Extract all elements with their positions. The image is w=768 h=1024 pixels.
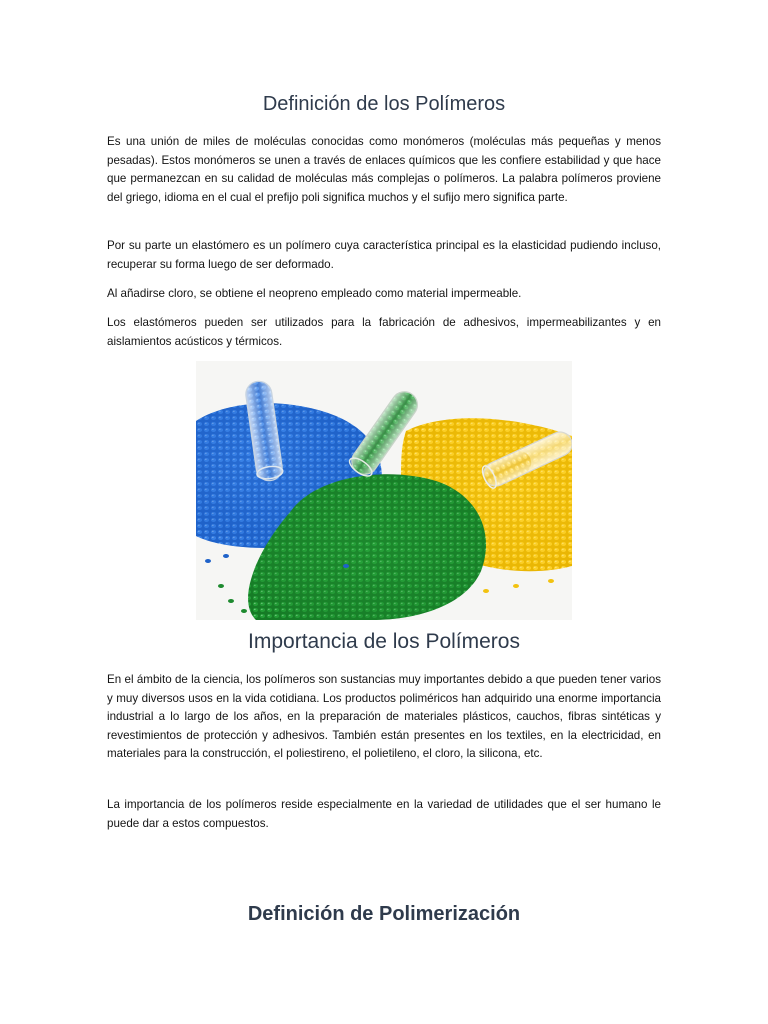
paragraph: Los elastómeros pueden ser utilizados para la fabricación de adhesivos, impermeabilizantes y en aislamientos acústicos y térmicos. <box>107 316 661 348</box>
paragraph: Al añadirse cloro, se obtiene el neopreno empleado como material impermeable. <box>107 287 522 300</box>
paragraph: La importancia de los polímeros reside especialmente en la variedad de utilidades que el ser humano le puede dar a estos compuestos. <box>107 798 661 830</box>
polymer-granules-photo <box>196 361 572 620</box>
paragraph: Es una unión de miles de moléculas conocidas como monómeros (moléculas más pequeñas y menos pesadas). Estos monómeros se unen a través de enlaces químicos que les confiere estabilidad y que hace que permanezcan en su calidad de moléculas más complejas o polímeros. La palabra polímeros proviene del griego, idioma en el cual el prefijo poli significa muchos y el sufijo mero significa parte. <box>107 135 661 204</box>
polymer-granules-illustration <box>196 361 572 620</box>
paragraph: Por su parte un elastómero es un polímero cuya característica principal es la elasticidad pudiendo incluso, recuperar su forma luego de ser deformado. <box>107 239 661 271</box>
section-heading-importancia-polimeros: Importancia de los Polímeros <box>248 630 520 653</box>
section-heading-definicion-polimerizacion: Definición de Polimerización <box>247 903 521 925</box>
section-heading-definicion-polimeros: Definición de los Polímeros <box>262 93 506 115</box>
paragraph: En el ámbito de la ciencia, los polímeros son sustancias muy importantes debido a que pueden tener varios y muy diversos usos en la vida cotidiana. Los productos poliméricos han adquirido una enorme importancia industrial a lo largo de los años, en la preparación de materiales plásticos, cauchos, fibras sintéticas y revestimientos de protección y adhesivos. También están presentes en los textiles, en la electricidad, en materiales para la construcción, el poliestireno, el polietileno, el cloro, la silicona, etc. <box>107 673 661 760</box>
